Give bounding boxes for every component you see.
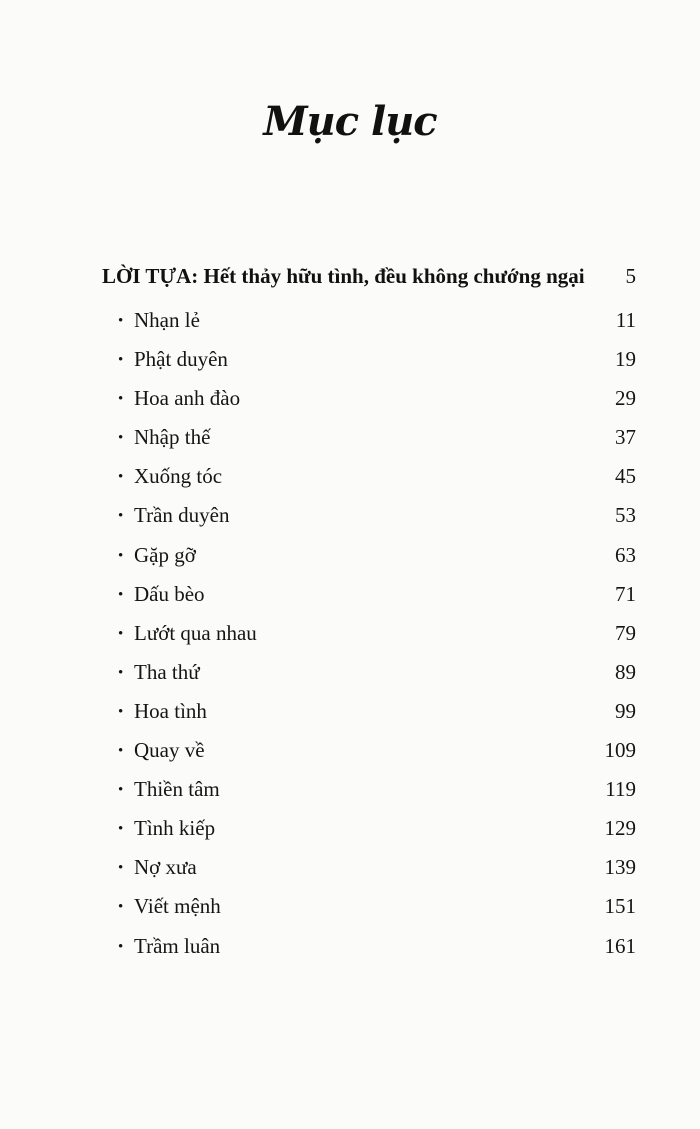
toc-preface-row bbox=[102, 264, 636, 289]
toc-preface-page: 5 bbox=[625, 264, 636, 288]
page-title: Mục lục bbox=[263, 98, 437, 145]
toc-entry-page: 71 bbox=[615, 581, 636, 606]
toc-entry-label: • Xuống tóc bbox=[118, 464, 222, 489]
toc-entry-page: 53 bbox=[615, 503, 636, 528]
toc-entry-page: 89 bbox=[615, 659, 636, 684]
toc-entry-page: 161 bbox=[604, 933, 636, 958]
toc-entry bbox=[118, 464, 636, 503]
toc-entry-label: • Nhạn lẻ bbox=[118, 308, 200, 333]
toc-entry bbox=[118, 777, 636, 816]
toc-entry bbox=[118, 543, 636, 582]
toc-entry-page: 45 bbox=[615, 464, 636, 489]
toc-list bbox=[118, 308, 636, 973]
toc-preface-label: LỜI TỰA: Hết thảy hữu tình, đều không chướng ngại bbox=[102, 264, 585, 288]
toc-entry-label: • Hoa anh đào bbox=[118, 386, 240, 411]
toc-entry bbox=[118, 621, 636, 660]
toc-entry-label: • Viết mệnh bbox=[118, 894, 221, 919]
toc-entry-page: 151 bbox=[604, 894, 636, 919]
toc-entry-label: • Thiền tâm bbox=[118, 777, 220, 802]
toc-entry-label: • Tình kiếp bbox=[118, 816, 215, 841]
toc-entry-label: • Hoa tình bbox=[118, 699, 207, 724]
toc-entry bbox=[118, 894, 636, 933]
toc-entry bbox=[118, 660, 636, 699]
toc-entry bbox=[118, 308, 636, 347]
toc-entry-page: 79 bbox=[615, 620, 636, 645]
toc-entry-label: • Nợ xưa bbox=[118, 855, 197, 880]
toc-entry-page: 139 bbox=[604, 855, 636, 880]
toc-entry-label: • Tha thứ bbox=[118, 660, 200, 685]
toc-entry-page: 99 bbox=[615, 698, 636, 723]
toc-entry bbox=[118, 503, 636, 542]
toc-entry bbox=[118, 934, 636, 973]
toc-entry-page: 29 bbox=[615, 386, 636, 411]
toc-entry-page: 63 bbox=[615, 542, 636, 567]
toc-entry-page: 119 bbox=[605, 777, 636, 802]
toc-entry-page: 109 bbox=[604, 738, 636, 763]
toc-entry bbox=[118, 738, 636, 777]
toc-entry-label: • Dấu bèo bbox=[118, 582, 205, 607]
toc-entry-label: • Phật duyên bbox=[118, 347, 228, 372]
toc-entry-label: • Trần duyên bbox=[118, 503, 229, 528]
toc-entry bbox=[118, 425, 636, 464]
toc-entry-label: • Lướt qua nhau bbox=[118, 621, 257, 646]
toc-entry-page: 37 bbox=[615, 425, 636, 450]
toc-entry-page: 129 bbox=[604, 816, 636, 841]
toc-entry-page: 19 bbox=[615, 347, 636, 372]
toc-entry-label: • Trầm luân bbox=[118, 934, 220, 959]
toc-entry-label: • Gặp gỡ bbox=[118, 543, 196, 568]
toc-entry bbox=[118, 816, 636, 855]
toc-entry-label: • Nhập thế bbox=[118, 425, 210, 450]
toc-entry bbox=[118, 386, 636, 425]
toc-entry bbox=[118, 855, 636, 894]
toc-entry-page: 11 bbox=[615, 308, 636, 332]
toc-entry bbox=[118, 699, 636, 738]
toc-entry-label: • Quay về bbox=[118, 738, 205, 763]
toc-entry bbox=[118, 347, 636, 386]
toc-entry bbox=[118, 582, 636, 621]
